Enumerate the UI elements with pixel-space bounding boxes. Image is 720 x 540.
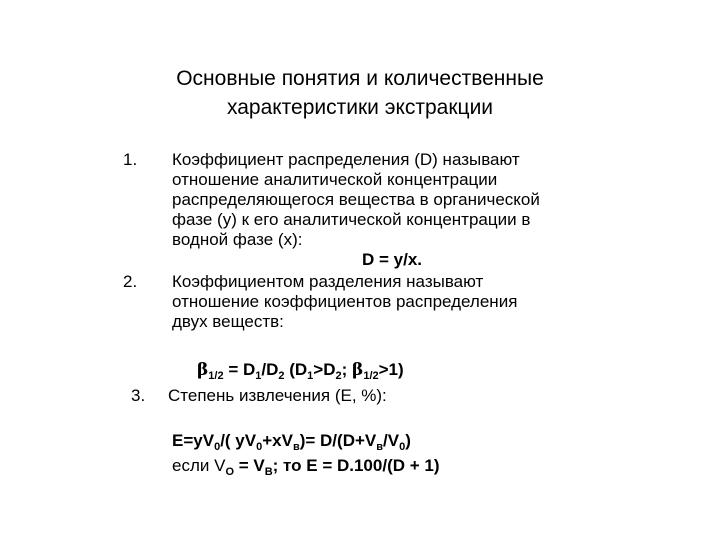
formula-part: /V [383,431,400,450]
item2-line: двух веществ: [172,312,284,331]
title-line-1: Основные понятия и количественные [176,67,544,90]
slide-title [0,64,720,122]
formula-part: )= D/(D+V [299,431,377,450]
formula-part: если V [172,456,226,475]
beta-symbol: β [352,360,364,380]
formula-extraction [172,430,411,458]
item1-line: отношение аналитической концентрации [172,170,498,189]
subscript: 0 [256,441,263,453]
formula-part: /D [261,360,279,379]
item-number-2: 2. [123,272,138,291]
formula-part: ) [405,431,411,450]
formula-part: Е=yV [172,431,215,450]
formula-part: +xV [262,431,293,450]
subscript: 2 [335,370,342,382]
formula-part: >1) [378,360,404,379]
item1-line: Коэффициент распределения (D) называют [172,150,520,169]
subscript: 1/2 [208,370,224,382]
subscript: 1 [307,370,314,382]
item2-paragraph [172,272,612,332]
formula-d: D = y/x. [361,250,422,269]
subscript: В [264,466,273,478]
subscript: в [292,441,300,453]
item-number-1: 1. [123,150,138,169]
item-number-3: 3. [131,386,146,405]
subscript: 1/2 [363,370,379,382]
subscript: 1 [255,370,262,382]
item1-paragraph [172,150,612,270]
subscript: в [376,441,384,453]
title-line-2: характеристики экстракции [226,96,494,119]
item1-line: распределяющегося вещества в органической [172,190,540,209]
subscript: 0 [214,441,221,453]
formula-part: (D [284,360,308,379]
subscript: 0 [399,441,406,453]
formula-beta [197,359,404,387]
subscript: O [225,466,234,478]
formula-part: = V [234,456,265,475]
formula-part: ; [341,360,353,379]
item2-line: Коэффициентом разделения называют [172,272,484,291]
item1-line: водной фазе (x): [172,230,303,249]
item1-line: фазе (y) к его аналитической концентрации в [172,210,531,229]
formula-condition [172,455,440,483]
formula-part: >D [313,360,336,379]
formula-part: /( yV [220,431,257,450]
formula-part: = D [223,360,256,379]
item3-text: Степень извлечения (Е, %): [168,386,387,405]
beta-symbol: β [197,360,209,380]
subscript: 2 [278,370,285,382]
formula-part: ; то Е = D.100/(D + 1) [272,456,440,475]
item2-line: отношение коэффициентов распределения [172,292,518,311]
